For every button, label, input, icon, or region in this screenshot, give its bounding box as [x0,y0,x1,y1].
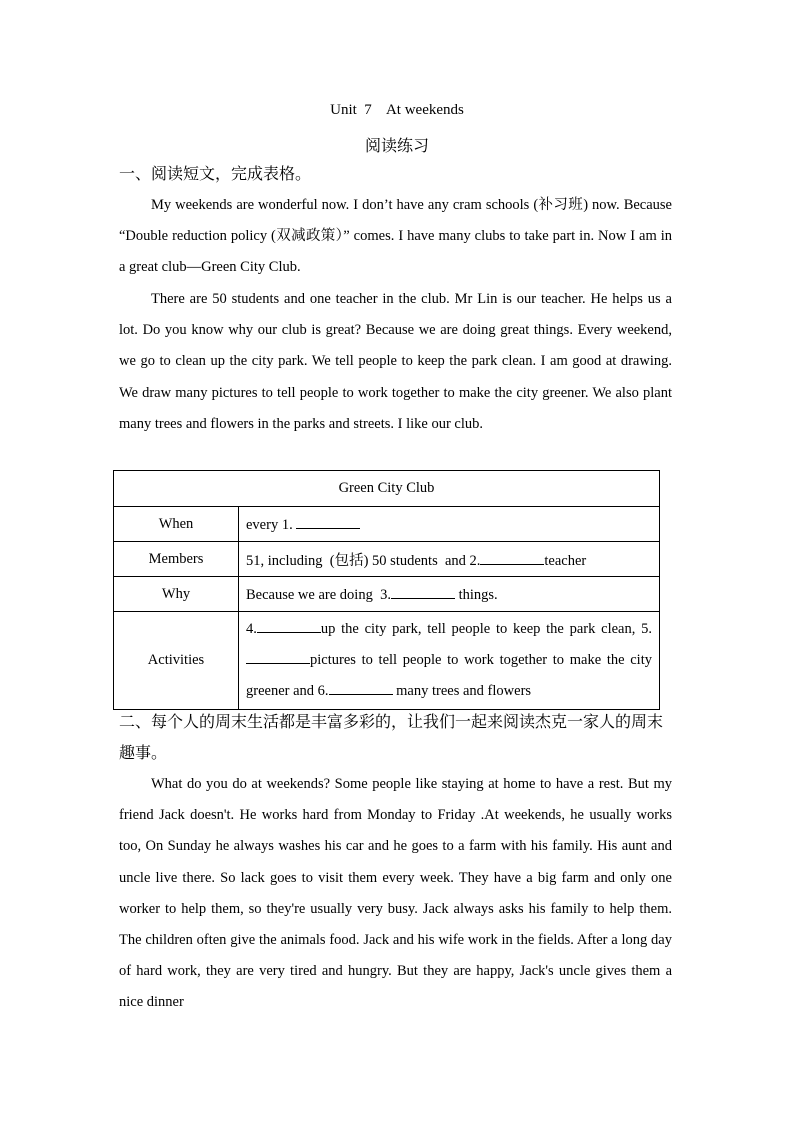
answer-blank-6[interactable] [329,681,393,695]
row-content [239,577,660,612]
row-text: Because we are doing 3. [246,586,391,603]
section2-heading: 二、每个人的周末生活都是丰富多彩的，让我们一起来阅读杰克一家人的周末趣事。 [119,714,664,762]
answer-blank-1[interactable] [296,515,360,529]
unit-title: Unit 7 At weekends [330,102,464,118]
paragraph-3-text: What do you do at weekends? Some people like staying at home to have a rest. But my friend Jack doesn't. He works hard from Monday to Friday .At weekends, he usually works too, On Sunday he always washes his car and he goes to a farm with his family. His aunt and uncle live there. So lack goes to visit them every week. They have a big farm and only one worker to help them, so they're usually very busy. Jack always asks his family to help them. The children often give the animals food. Jack and his wife work in the fields. After a long day of hard work, they are very tired and hungry. But they are happy, Jack's uncle gives them a nice dinner [119,776,672,1011]
table-title: Green City Club [114,471,660,507]
row-content [239,507,660,542]
row-text: city greener and 6. [246,652,652,699]
row-text: 5. [641,621,653,637]
section2-paragraph [119,769,672,1019]
row-text: 51, including (包括) 50 students and 2. [246,552,481,569]
row-text: teacher [544,552,587,569]
paragraph-2-text: There are 50 students and one teacher in the club. Mr Lin is our teacher. He helps us a lot. Do you know why our club is great? Because we are doing great things. Every weekend, we go to clean up the city park. We tell people to keep the park clean. I am good at drawing. We draw many pictures to tell people to work together to make the city greener. We also plant many trees and flowers in the parks and streets. I like our club. [119,291,672,432]
answer-blank-4[interactable] [257,619,321,633]
row-text: every 1. [246,516,297,533]
table-row-activities [114,612,660,710]
section1-heading: 一、阅读短文，完成表格。 [119,166,312,183]
row-label: Activities [114,612,239,710]
row-text: 4. [246,621,257,637]
green-city-club-table [113,470,660,710]
row-text: pictures to tell people to work together to make the [310,652,625,668]
table-header-row [114,471,660,507]
answer-blank-2[interactable] [480,551,544,565]
row-text: things. [454,586,498,603]
row-text: many trees and flowers [392,683,532,699]
table-row-members [114,542,660,577]
answer-blank-5[interactable] [246,650,310,664]
section1-paragraph-2 [119,284,672,440]
paragraph-1-text: My weekends are wonderful now. I don’t have any cram schools (补习班) now. Because “Double reduction policy (双减政策）” comes. I have many clubs to take part in. Now I am in a great club—Green City Club. [119,197,672,276]
table-row-why [114,577,660,612]
row-label: Why [114,577,239,612]
table-row-when [114,507,660,542]
row-label: Members [114,542,239,577]
row-content [239,542,660,577]
row-label: When [114,507,239,542]
answer-blank-3[interactable] [391,585,455,599]
page-subtitle: 阅读练习 [364,138,429,155]
row-text: up the city park, tell people to keep the park clean, [320,621,636,637]
section1-paragraph-1 [119,190,672,284]
row-content [239,612,660,710]
